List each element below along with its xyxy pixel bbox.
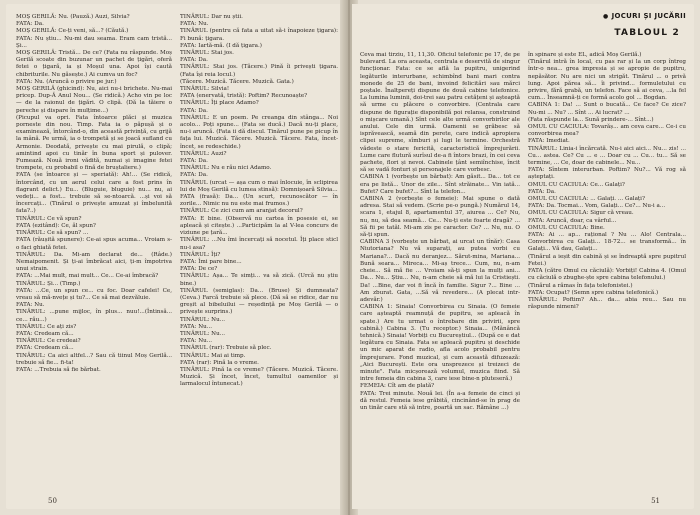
running-header (603, 12, 686, 20)
right-page-column-2: în spinare și este EL, adică Moș Gerilă.) (Tinărul intră în local, cu pas rar și la un corp întreg într-o nea... grea impresia și se apropie de pupitru, nepăsător. Nu are nici un strigăt. Tinărul ... o privă lung. Apoi părea să... îi privind... formuletului cu privire, fără grabă, un telefon. Face să ai ceva, ...la fel cum... Înseamnă-ți ce formă acolo gol ... Bogdan. CABINA 1: Da! ... Sunt o bucată... Ce face? Ce zice? Nu-mi ... Nu? ... Sînt ... Ai lucrat? ... (Fata răspunde la... Sună prindere-... Sînt...) OMUL CU CACIULA: Tovarăș... am ceva care... Ce-i cu convorbirea mea? FATA: Imediat. TINĂRUL: Linia-i încărcată. Nu-i aici aici... Nu... zis! ... Cu... astea. Ce? Cu ... e ... Doar cu ... Cu... tu... Să se termine, ... Ce, doar de cabinele... Nu... FATA: Sîntem interurban. Poftim? Nu?... Vă rog să așteptați. OMUL CU CACIULA: Ce... Galați? FATA: Da. OMUL CU CACIULA: ... Galați. ... Galați? FATA: Da. Tocmai... Vom, Galați... Ce?... Nu-i a... OMUL CU CACIULA: Sigur că vreau. FATA: Aruncă, doar, ca vârful... OMUL CU CACIULA: Bine. FATA: Ai ... ap... rațional ? Nu ... Alo! Centrala... Convorbirea cu Galați... 18-72... se transformă... în Galați... Vă dau, Galați... (Tinărul a ieșit din cabină și se îndreaptă spre pupitrul Fetei.) FATA (către Omul cu căciulă): Vorbiți! Cabina 4. (Omul cu căciulă o zbughe-ște spre cabina telefonului.) (Tinărul a rămas în fața telefonistei.) FATA: Ocupat? (Semn spre cabina telefonică.) TINĂRUL: Poftim? Ah... da... abia reu... Sau nu răspunde nimeni? (528, 52, 686, 311)
right-page-column-1: Ceva mai tirziu, 11, 11,30. Oficiul telefonic pe 17, de pe bulevard. La ora aceasta, centrala e deservită de singur funcționar. Fata: ce se află la pupitru, unigerind legăturile interurbane, schimbînd bani mari contra monede de 25 de bani, invoind felicitări sau mărci poștale. Înaltpereți dispune de două cabine telefonice. La lumina luminii, doi-trei sau patru cetățeni și așteaptă să urme cu plăcere o convorbire. (Centrala care dispune de figurație disponibilă poi relansa, construind o mișcare umană.) Sînt cele alte urmă convorbirilor ale anului. Cele din urmă. Oamenii se grăbesc să isprăvească, seamă din perete, care indică apropiera clipei supreme, sîmburi și lugi le termine. Orchestră vădeste o stare fericită, caracteristică împrejurării. Lume care flutură surîsul de-a fi întors brazi, în cei ceva pachete, flori și nevoi. Cabinele țânt semiînchise, încit să se vadă fonturi și personajele care vorbesc. CABINA 1 (vorbește un bărbat): Am găsit... Da... tot ce era pe listă... Unor de zile... Sînt străinate... Vin iată... Bufet? Care bufet?... Sînt la telefon... CABINA 2 (vorbește o femeie): Mai spune o dată adresa. Stai să vedem. (Scrie pe-o pungă.) Numărul 14, scara 1, etajul 8, apartamentul 37, aiurea ... Ce? Nu, nu, nu, să dea seamă... Ce... Nu-ți este foarte dragă? ... Să fii pe tatăl. Mi-am zis pe caracter. Ce? ... Nu, nu. O să-ți spun. CABINA 3 (vorbește un bărbat, ai urcat un tînăr): Casa Niutoriana? Nu vă suparați, au putea vorbi cu Mariana?... Dacă nu deranjez... Sărut-mina, Mariana... Bună seara... Mireca... Mi-aș trece... Cum, nu, n-am cheie... Să mă fie ... Vroiam să-ți spun la mulți ani... Da... Nu... Știu... Nu, n-am cheie să mă lui la Cristiești. Da! ...Bine, dar voi fi încă în familie. Sigur ?... Bine ... Am zburat. Gata, ...Să vă revedere... (A plecat intr-adevăr.) CABINA 1: Sinaia! Convorbirea cu Sinaia. (O femeie care așteaptă reamnuță de pupitru, se apleacă în spate.) Are tu urmat o întrebare din privirii, spre cabină.) Cabina 3. (Tu receptor.) Sinaia... (Mănâncă tehnică.) Sinaia! Vorbiți cu Bucureștiul... (După ce e dat legătura cu Sinaia. Fata se apleacă pupitru și deschide un mic aparat de radio, afla acolo probabil pentru împrejurare. Fond muzical, și cum această difuzează: „Aici București. Este ora unsprezece și treizeci de minute". Fata micșorează volumul, muzica fiind. Să intre femeia din cabina 3, care iese bine-n pluteseră.) FEMEIA: Cît am de plată? FATA: Trei minute. Nouă lei. (În a-a femeie de cinci și dă restul. Femeia iese grăbită, cincinând-se în prag de un tinăr care stă să intre, poartă un sac. Rămâne ...) (360, 52, 520, 411)
section-title: TABLOUL 2 (614, 28, 680, 38)
left-page (6, 4, 346, 509)
left-page-number: 50 (48, 497, 57, 505)
left-page-column-1: MOȘ GERILĂ: Nu. (Pauză.) Auzi, Silvia? FATA: Da. MOȘ GERILĂ: Ce-ți veni, să...? (Căută.) FATA: Nu știu... Nu-mi dau seama. Eram cam tristă... Și... MOȘ GERILĂ: Tristă... De ce? (Fata nu răspunde. Moș Gerilă scoate din buzunar un pachet de țigări, oferă fetei o țigară, ia și Moșul una. Apoi își caută chibriturile. Nu găsește.) Ai cumva un foc? FATA: Nu. (Aruncă o privire pe jur.) MOȘ GERILĂ (ghicind): Nu, aici nu-i brichete. Nu-mai pricep. Dup-Ă Anul Nou... (Se ridică.) Acho vin pe loc — de la raionul de țigări. O clipă. (Dă la tăiere o pereche și dispare în mulțime...) (Picupul va opri. Fata întoarce plăci și muzica porneste din nou. Timp. Fata ia o păpușă și o examinează, întorcând-o, din această privință, cu grijă la mână. Pe urmă, ia o trompetă și se joacă sufland cu Armonie. Deodată, privește cu mai pirulă, o clipă; amintind apoi cu tinăr în buna sport și pulover. Fumează. Nouă ironi vădită, numai și imagine fetei trompete, cu probabil o fină de bruștaliere.) FATA (se întoarce și — speriată): Ah!... (Se ridică, întorcând, cu un aerul celui care a fost prins în flagrant delict.) Eu... (Bluguie, bluguie) nu... nu, ai vedeți... a fost... trebuie să se-ntoarcă. ...și voi să încercați... (Tinărul o privește amuzat și îmbelunită fata?..) TINĂRUL: Ce vă spun? FATA (ezitând): Ce, ăl spun? TINĂRUL: Ce să spun? ... FATA (răușită spunere): Ce-ai spus acuma... Vroiam s-o faci ghiată fetei. TINĂRUL: Da. Mi-am declarat de... (Râde.) Nemaipomenit. Și ți-ai îmbrăcat aici, ți-m împotriva unui strain. FATA: ...Mai mult, mai mult... Ce... Ce-ai îmbracă? TINĂRUL: Și... (Timp.) FATA: ...Ce, un spun ce... cu foc. Doar cafelei! Ce, vreau să mă-nvețe și tu?... Ce să mai dezvăluie. FATA: Nu. TINĂRUL: ...pune mijloc, în plus... nuu!...(Întinsă... ce... rău...) TINĂRUL: Ce ați zis? FATA: Credeam că... TINĂRUL: Ce credeai? FATA: Credeam că... TINĂRUL: Ca aici altfel...? Sau că tiinul Moș Gerilă... trebuie să fie... fi-ta! FATA: ...Trebuia să fie bărbat. (16, 14, 172, 373)
running-header-title: JOCURI ȘI JUCĂRII (611, 12, 686, 20)
right-page-number: 51 (651, 497, 660, 505)
left-page-column-2: TINĂRUL: Dar nu știi. FATA: Nu. TINĂRUL (pentru că fata a uitat să-i înapoieze țigara): Fi bună: țigara. FATA: Iartă-mă. (I dă țigara.) TINĂRUL: Stai jos. FATA: Da. TINĂRUL: Stai jos. (Tăcere.) Pină îi privești țigara. (Fata își reia locul.) (Tăcere. Muzică. Tăcere. Muzică. Gata.) TINĂRUL: Silvia! FATA (enervată, tristă): Poftim? Recunoaște? TINĂRUL: Îți place Adamo? FATA: Da. TINĂRUL: E un poem. Pe creanga din stânga... Noi acolo... Poți spune... (Fata se ducă.) Dacă nu-ți place, nu-i aruncă. (Fata ii dă discul. Tinărul pune pe picup în fața lui. Muzică. Tăcere. Muzică. Tăcere. Fata, încet-încet, se redeschide.) TINĂRUL: Auzi? FATA: Da. TINĂRUL: Nu e rău nici Adamo. FATA: Da. TINĂRUL (urcat — așa cum o mai înlocuie, în sclipirea lui de Moș Gerilă cu lumea stinsă): Domnișoară Silvia... FATA (frasă): Da... (Un scurt, recunoscător — în zorile... Nimic nu nu este mai frumos.) TINĂRUL: Ce zici cum am aranjat decorul? FATA: E bine. (Observă nu cartea în posesie ei, se apleacă și citește.) ...Participăm la al V-lea concurs de viziune pe țară... TINĂRUL: ...Nu îmi încercați să nocetul. Îți place sticl nu-i asa? TINĂRUL: Îți? FATA: Îmi pare bine... FATA: De ce? TINĂRUL: Așa... Te simți... va să zică. (Urcă nu știu bine.) TINĂRUL (semiglas): Da... (Bruse) Și dumneata? (Ceva.) Farcă trebuie să plece. (Dă să se ridice, dar nu greșit al bibeluilui — reședință pe Moș Gerilă — o privește surprins.) TINĂRUL: Nu... FATA: Nu... TINĂRUL: Nu... FATA: Nu... TINĂRUL (rar): Trebuie să plec. TINĂRUL: Mai ai timp. FATA (rar): Pină la o vreme. TINĂRUL: Pină la ce vreme? (Tăcere. Muzică. Tăcere. Muzică. Și încet, încet, tumultul oamenilor și larmalocul întunecat.) (180, 14, 338, 388)
bullet-icon: ● (603, 13, 609, 20)
right-page (352, 4, 694, 509)
